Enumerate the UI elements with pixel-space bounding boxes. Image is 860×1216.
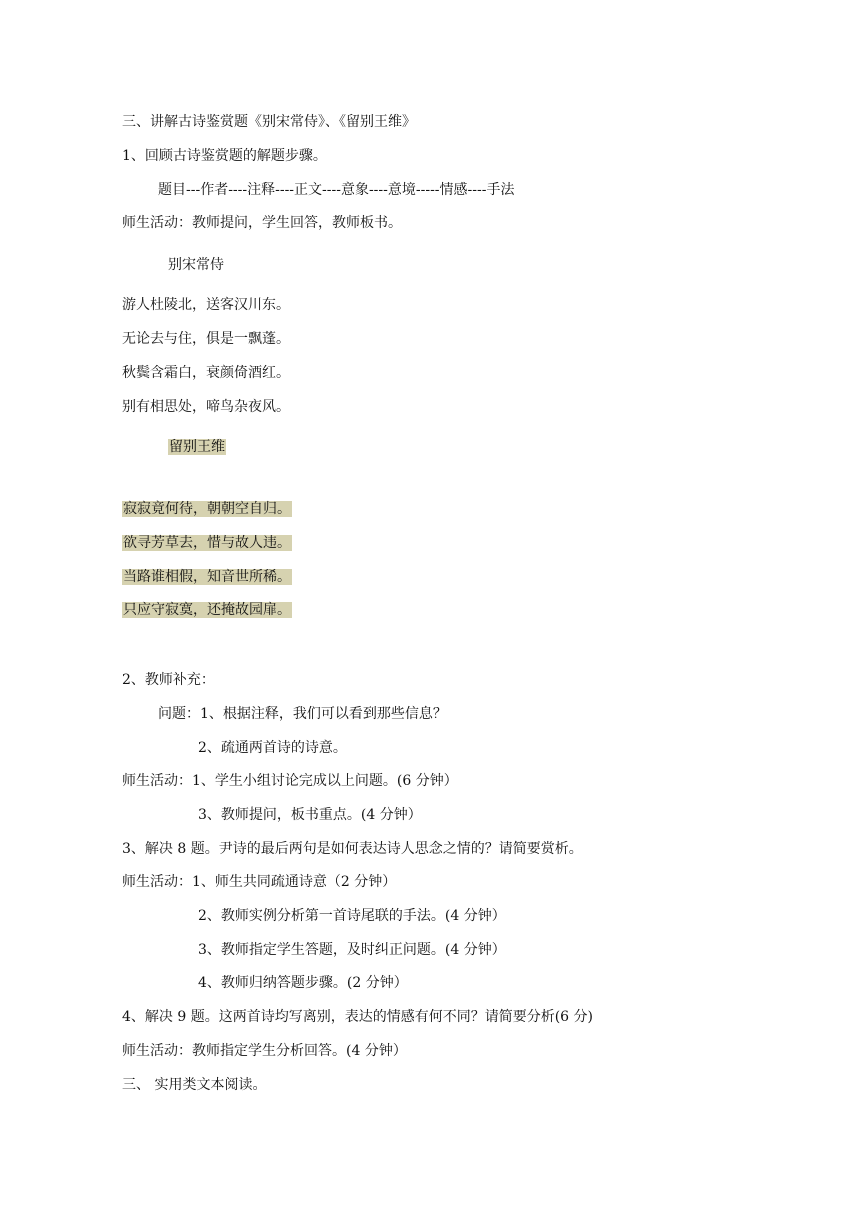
step1-title: 1、回顾古诗鉴赏题的解题步骤。 bbox=[122, 148, 327, 164]
step4-activity: 师生活动：教师指定学生分析回答。(4 分钟） bbox=[122, 1043, 407, 1059]
poem1-line: 无论去与住，俱是一飘蓬。 bbox=[122, 331, 290, 347]
step1-steps-line: 题目---作者----注释----正文----意象----意境-----情感----手法 bbox=[158, 182, 515, 198]
poem2-line: 当路谁相假，知音世所稀。 bbox=[123, 569, 291, 585]
step3-activity2: 2、教师实例分析第一首诗尾联的手法。(4 分钟） bbox=[198, 908, 506, 924]
poem1-line: 秋鬓含霜白，衰颜倚酒红。 bbox=[122, 365, 290, 381]
section-heading: 三、讲解古诗鉴赏题《别宋常侍》、《留别王维》 bbox=[122, 114, 416, 130]
step3-activity1: 师生活动：1、师生共同疏通诗意（2 分钟） bbox=[122, 874, 397, 890]
step3-title: 3、解决 8 题。尹诗的最后两句是如何表达诗人思念之情的？请简要赏析。 bbox=[122, 841, 583, 857]
poem2-line: 欲寻芳草去，惜与故人违。 bbox=[123, 535, 291, 551]
poem1-line: 别有相思处，啼鸟杂夜风。 bbox=[122, 399, 290, 415]
poem1-line: 游人杜陵北，送客汉川东。 bbox=[122, 297, 290, 313]
step2-question2: 2、疏通两首诗的诗意。 bbox=[198, 740, 347, 756]
step3-activity4: 4、教师归纳答题步骤。(2 分钟） bbox=[198, 975, 408, 991]
poem1-title: 别宋常侍 bbox=[168, 257, 224, 273]
poem2-line: 寂寂竟何待，朝朝空自归。 bbox=[123, 501, 291, 517]
step2-activity1: 师生活动：1、学生小组讨论完成以上问题。(6 分钟） bbox=[122, 773, 458, 789]
poem2-title: 留别王维 bbox=[169, 439, 225, 455]
step2-title: 2、教师补充： bbox=[122, 672, 215, 688]
step2-activity3: 3、教师提问，板书重点。(4 分钟） bbox=[198, 807, 422, 823]
step3-activity3: 3、教师指定学生答题，及时纠正问题。(4 分钟） bbox=[198, 942, 506, 958]
step4-title: 4、解决 9 题。这两首诗均写离别，表达的情感有何不同？请简要分析(6 分) bbox=[122, 1009, 593, 1025]
step1-activity: 师生活动：教师提问，学生回答，教师板书。 bbox=[122, 215, 402, 231]
step2-question1: 问题：1、根据注释，我们可以看到那些信息？ bbox=[158, 706, 447, 722]
final-heading: 三、 实用类文本阅读。 bbox=[122, 1077, 267, 1093]
poem2-line: 只应守寂寞，还掩故园扉。 bbox=[123, 602, 291, 618]
